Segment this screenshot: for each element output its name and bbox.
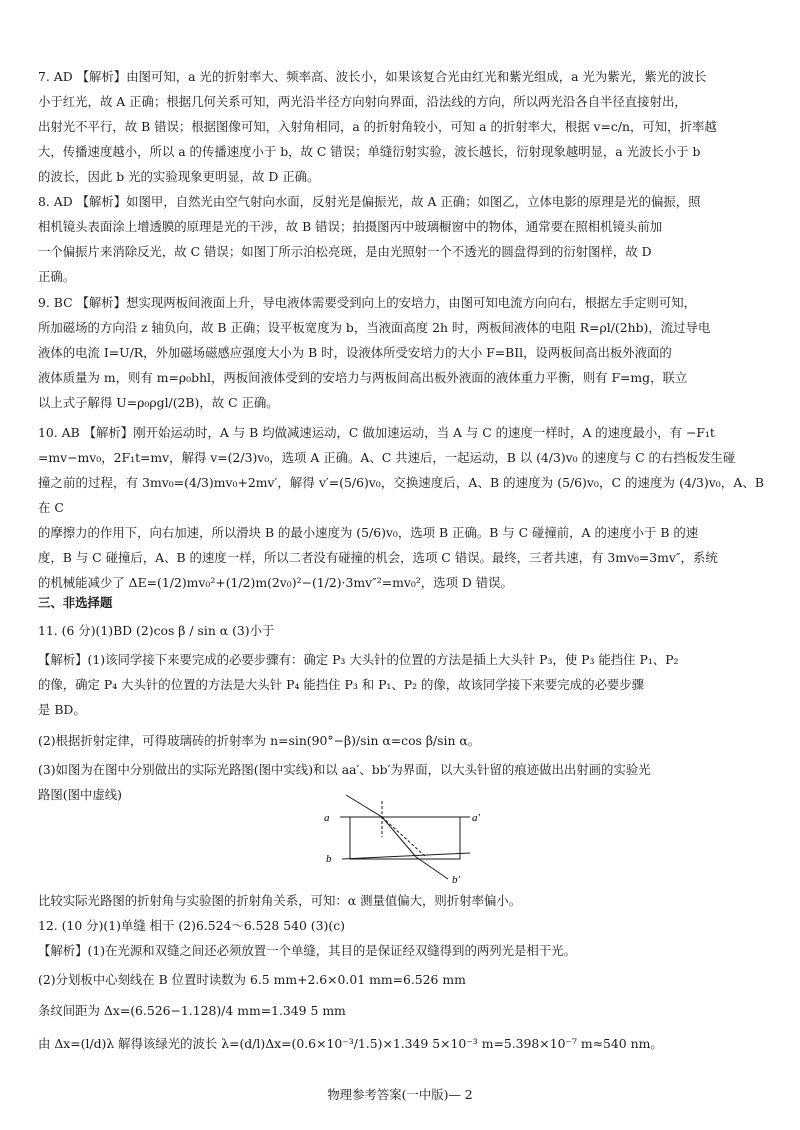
q9-line: 液体的电流 I=U/R，外加磁场磁感应强度大小为 B 时，设液体所受安培力的大小 F=BIl，设两板间高出板外液面的 [38, 345, 672, 360]
q11-line: 路图(图中虚线) [38, 787, 123, 802]
q12-line: 条纹间距为 Δx=(6.526−1.128)/4 mm=1.349 5 mm [38, 1003, 346, 1018]
q10-line: =mv−mv₀，2F₁t=mv，解得 v=(2/3)v₀，选项 A 正确。A、C 共速后，一起运动，B 以 (4/3)v₀ 的速度与 C 的右挡板发生碰 [38, 450, 736, 465]
question-11 [38, 618, 764, 807]
q11-conclusion: 比较实际光路图的折射角与实验图的折射角关系，可知：α 测量值偏大，则折射率偏小。 [38, 893, 522, 908]
q12-answer: 12. (10 分)(1)单缝 相干 (2)6.524～6.528 540 (3)(c) [38, 918, 345, 933]
q11-line: (2)根据折射定律，可得玻璃砖的折射率为 n=sin(90°−β)/sin α=cos β/sin α。 [38, 733, 481, 748]
q8-line: 8. AD 【解析】如图甲，自然光由空气射向水面，反射光是偏振光，故 A 正确；如图乙，立体电影的原理是光的偏振，照 [38, 194, 701, 209]
q12-line: 【解析】(1)在光源和双缝之间还必须放置一个单缝，其目的是保证经双缝得到的两列光是相干光。 [38, 943, 576, 958]
interface-bb [342, 853, 470, 859]
q9-line: 液体质量为 m，则有 m=ρ₀bhl，两板间液体受到的安培力与两板间高出板外液面的液体重力平衡，则有 F=mg，联立 [38, 370, 688, 385]
question-8 [38, 189, 764, 289]
incident-ray [346, 795, 382, 817]
question-12 [38, 913, 764, 1056]
q9-line: 9. BC 【解析】想实现两板间液面上升，导电液体需要受到向上的安培力，由图可知电流方向向右，根据左手定则可知， [38, 295, 697, 310]
q9-line: 以上式子解得 U=ρ₀ρgl/(2B)，故 C 正确。 [38, 395, 279, 410]
q11-line: 是 BD。 [38, 702, 86, 717]
label-a: a [324, 812, 330, 824]
q7-line: 7. AD 【解析】由图可知，a 光的折射率大、频率高、波长小，如果该复合光由红光和紫光组成，a 光为紫光，紫光的波长 [38, 69, 707, 84]
actual-outgoing-ray [416, 857, 448, 879]
q7-line: 的波长，因此 b 光的实验现象更明显，故 D 正确。 [38, 169, 320, 184]
q9-line: 所加磁场的方向沿 z 轴负向，故 B 正确；设平板宽度为 b，当液面高度 2h 时，两板间液体的电阻 R=ρl/(2hb)，流过导电 [38, 320, 711, 335]
question-9 [38, 290, 764, 415]
q7-line: 小于红光，故 A 正确；根据几何关系可知，两光沿半径方向射向界面，沿法线的方向，所以两光沿各自半径直接射出， [38, 94, 687, 109]
actual-refracted-ray [382, 817, 416, 857]
q7-line: 大，传播速度越小，所以 a 的传播速度小于 b，故 C 错误；单缝衍射实验，波长越长，衍射现象越明显，a 光波长小于 b [38, 144, 701, 159]
section-title: 三、非选择题 [38, 595, 113, 610]
q7-line: 出射光不平行，故 B 错误；根据图像可知，入射角相同，a 的折射角较小，可知 a 的折射率大，根据 v=c/n，可知，折率越 [38, 119, 717, 134]
q10-line: 的摩擦力的作用下，向右加速，所以滑块 B 的最小速度为 (5/6)v₀，选项 B 正确。B 与 C 碰撞前，A 的速度小于 B 的速 [38, 525, 699, 540]
q11-line: (3)如图为在图中分别做出的实际光路图(图中实线)和以 aa′、bb′为界面，以大头针留的痕迹做出出射画的实验光 [38, 762, 651, 777]
q10-line: 的机械能减少了 ΔE=(1/2)mv₀²+(1/2)m(2v₀)²−(1/2)·3mv″²=mv₀²，选项 D 错误。 [38, 575, 513, 590]
page-footer: 物理参考答案(一中版)— 2 [327, 1087, 473, 1102]
q10-line: 度，B 与 C 碰撞后，A、B 的速度一样，所以二者没有碰撞的机会，选项 C 错误。最终，三者共速，有 3mv₀=3mv″，系统 [38, 550, 718, 565]
label-b-prime: b′ [452, 874, 460, 886]
q8-line: 相机镜头表面涂上增透膜的原理是光的干涉，故 B 错误；拍摄图丙中玻璃橱窗中的物体，通常要在照相机镜头前加 [38, 219, 663, 234]
q8-line: 一个偏振片来消除反光，故 C 错误；如图丁所示泊松亮斑，是由光照射一个不透光的圆盘得到的衍射图样，故 D [38, 244, 652, 259]
question-11-conclusion [38, 888, 764, 913]
q11-line: 【解析】(1)该同学接下来要完成的必要步骤有：确定 P₃ 大头针的位置的方法是插上大头针 P₃，使 P₃ 能挡住 P₁、P₂ [38, 652, 679, 667]
q11-line: 的像，确定 P₄ 大头针的位置的方法是大头针 P₄ 能挡住 P₃ 和 P₁、P₂ 的像，故该同学接下来要完成的必要步骤 [38, 677, 645, 692]
q12-line: (2)分划板中心刻线在 B 位置时读数为 6.5 mm+2.6×0.01 mm=6.526 mm [38, 972, 466, 987]
q10-line: 撞之前的过程，有 3mv₀=(4/3)mv₀+2mv′，解得 v′=(5/6)v₀，交换速度后，A、B 的速度为 (5/6)v₀，C 的速度为 (4/3)v₀，A、B 在 C [38, 475, 764, 515]
q12-line: 由 Δx=(l/d)λ 解得该绿光的波长 λ=(d/l)Δx=(0.6×10⁻³/1.5)×1.349 5×10⁻³ m=5.398×10⁻⁷ m≈540 nm。 [38, 1036, 663, 1051]
refraction-diagram [320, 787, 510, 887]
experimental-ray [382, 817, 426, 857]
question-10 [38, 420, 764, 595]
q11-answer: 11. (6 分)(1)BD (2)cos β / sin α (3)小于 [38, 623, 275, 638]
q10-line: 10. AB 【解析】刚开始运动时，A 与 B 均做减速运动，C 做加速运动，当 A 与 C 的速度一样时，A 的速度最小，有 −F₁t [38, 425, 715, 440]
label-a-prime: a′ [472, 812, 480, 824]
q8-line: 正确。 [38, 269, 76, 284]
label-b: b [326, 853, 332, 865]
question-7 [38, 64, 764, 189]
